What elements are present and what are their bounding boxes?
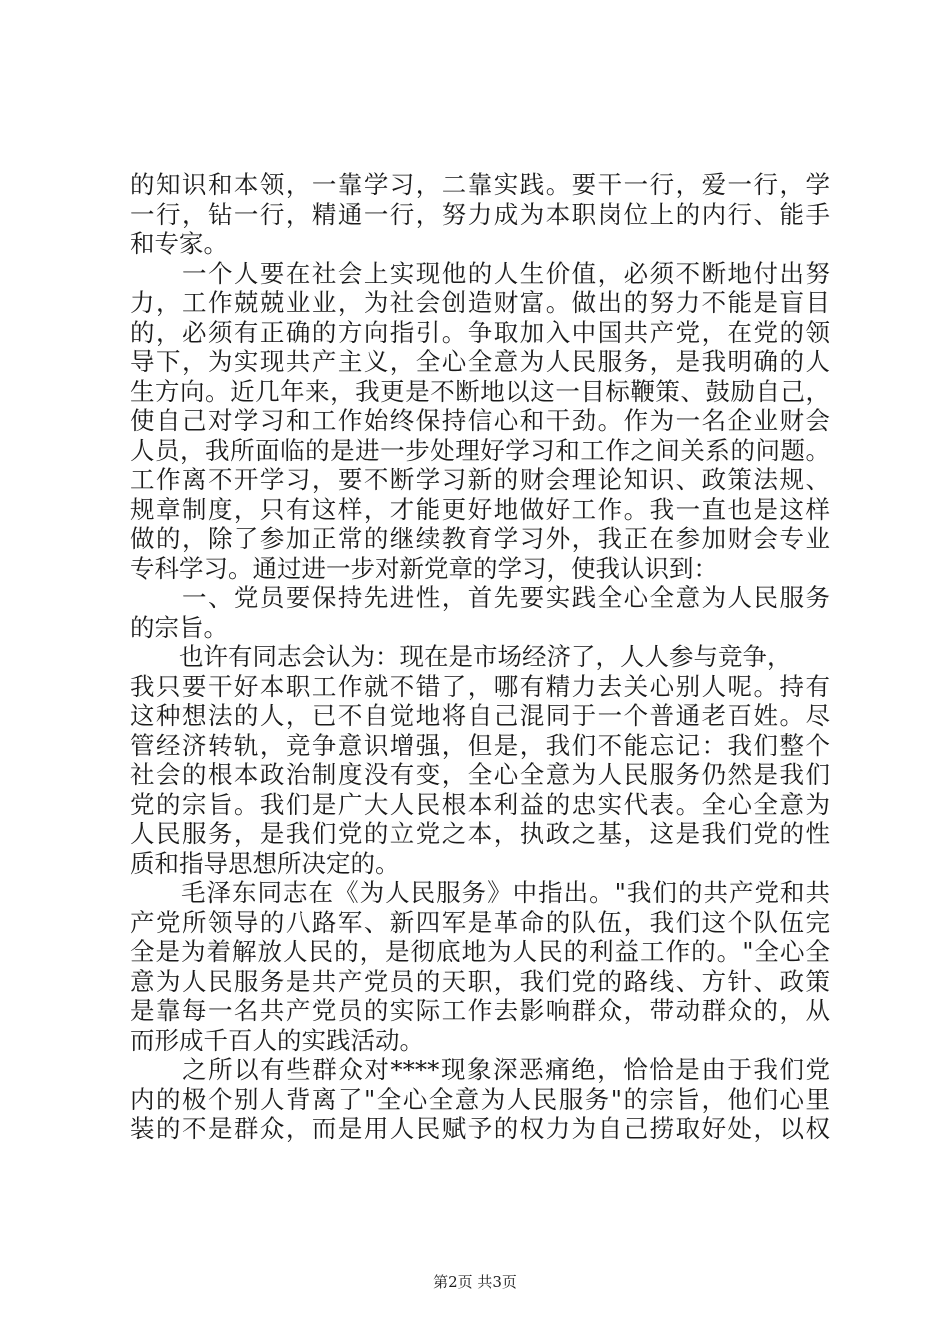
- text-line: 意为人民服务是共产党员的天职，我们党的路线、方针、政策: [130, 966, 830, 996]
- text-line: 是靠每一名共产党员的实际工作去影响群众，带动群众的，从: [130, 996, 830, 1025]
- text-line: 做的，除了参加正常的继续教育学习外，我正在参加财会专业: [130, 524, 830, 553]
- text-line: 和专家。: [130, 229, 228, 258]
- text-line: 人员，我所面临的是进一步处理好学习和工作之间关系的问题。: [130, 435, 830, 465]
- text-line: 社会的根本政治制度没有变，全心全意为人民服务仍然是我们: [130, 760, 830, 789]
- page-number-footer: 第2页 共3页: [433, 1273, 517, 1291]
- text-line: 生方向。近几年来，我更是不断地以这一目标鞭策、鼓励自己，: [130, 376, 830, 406]
- text-line: 工作离不开学习，要不断学习新的财会理论知识、政策法规、: [130, 465, 830, 494]
- text-line: 一行，钻一行，精通一行，努力成为本职岗位上的内行、能手: [130, 199, 830, 229]
- text-line: 一个人要在社会上实现他的人生价值，必须不断地付出努: [130, 258, 830, 288]
- text-line: 全是为着解放人民的，是彻底地为人民的利益工作的。"全心全: [130, 937, 830, 966]
- text-line: 的，必须有正确的方向指引。争取加入中国共产党，在党的领: [130, 317, 830, 347]
- text-line: 内的极个别人背离了"全心全意为人民服务"的宗旨，他们心里: [130, 1084, 830, 1114]
- text-line: 规章制度，只有这样，才能更好地做好工作。我一直也是这样: [130, 494, 830, 524]
- text-line: 也许有同志会认为：现在是市场经济了，人人参与竞争，: [130, 642, 792, 671]
- text-line: 党的宗旨。我们是广大人民根本利益的忠实代表。全心全意为: [130, 789, 830, 819]
- text-line: 的宗旨。: [130, 612, 228, 642]
- text-line: 使自己对学习和工作始终保持信心和干劲。作为一名企业财会: [130, 406, 830, 435]
- text-line: 产党所领导的八路军、新四军是革命的队伍，我们这个队伍完: [130, 907, 830, 937]
- text-line: 我只要干好本职工作就不错了，哪有精力去关心别人呢。持有: [130, 671, 830, 701]
- text-line: 毛泽东同志在《为人民服务》中指出。"我们的共产党和共: [130, 878, 830, 907]
- text-line: 力，工作兢兢业业，为社会创造财富。做出的努力不能是盲目: [130, 288, 830, 317]
- text-line: 一、党员要保持先进性，首先要实践全心全意为人民服务: [130, 583, 830, 612]
- text-line: 这种想法的人，已不自觉地将自己混同于一个普通老百姓。尽: [130, 701, 830, 730]
- text-line: 的知识和本领，一靠学习，二靠实践。要干一行，爱一行，学: [130, 170, 830, 199]
- document-body: [130, 170, 830, 1144]
- text-line: 质和指导思想所决定的。: [130, 848, 400, 878]
- text-line: 人民服务，是我们党的立党之本，执政之基，这是我们党的性: [130, 819, 830, 848]
- text-line: 导下，为实现共产主义，全心全意为人民服务，是我明确的人: [130, 347, 830, 376]
- text-line: 装的不是群众，而是用人民赋予的权力为自己捞取好处，以权: [130, 1114, 830, 1143]
- text-line: 专科学习。通过进一步对新党章的学习，使我认识到：: [130, 553, 718, 583]
- text-line: 管经济转轨，竞争意识增强，但是，我们不能忘记：我们整个: [130, 730, 830, 760]
- text-line: 而形成千百人的实践活动。: [130, 1025, 424, 1055]
- text-line: 之所以有些群众对****现象深恶痛绝，恰恰是由于我们党: [130, 1055, 830, 1084]
